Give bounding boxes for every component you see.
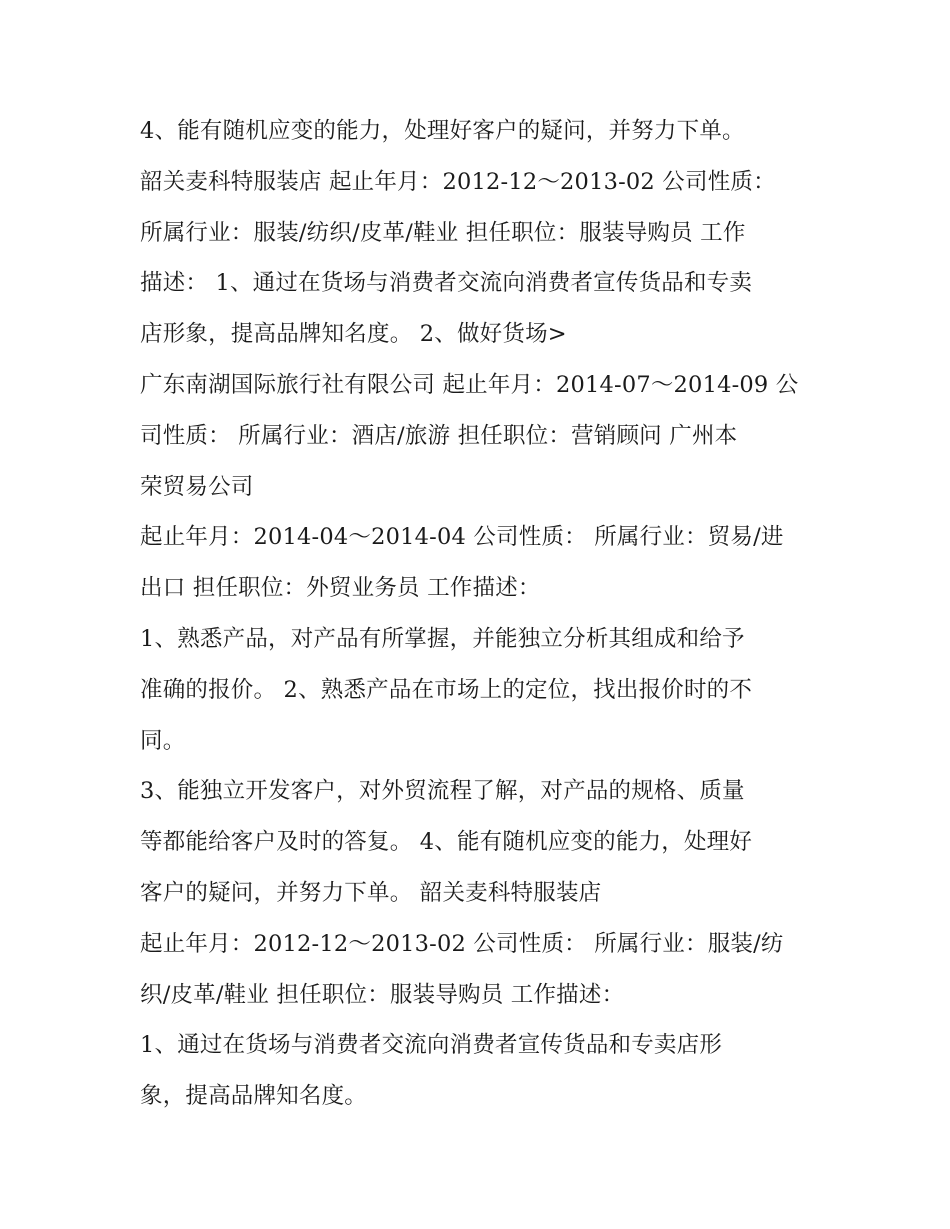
text-line: 客户的疑问，并努力下单。 韶关麦科特服装店 <box>140 879 602 906</box>
text-line: 准确的报价。 2、熟悉产品在市场上的定位，找出报价时的不 <box>140 676 753 703</box>
text-line: 等都能给客户及时的答复。 4、能有随机应变的能力，处理好 <box>140 829 753 856</box>
text-line: 3、能独立开发客户，对外贸流程了解，对产品的规格、质量 <box>140 778 745 805</box>
text-line: 出口 担任职位：外贸业务员 工作描述： <box>140 575 541 602</box>
text-line: 店形象，提高品牌知名度。 2、做好货场> <box>140 321 567 348</box>
text-line: 同。 <box>140 727 186 754</box>
text-line: 描述： 1、通过在货场与消费者交流向消费者宣传货品和专卖 <box>140 270 753 297</box>
text-line: 荣贸易公司 <box>140 473 254 500</box>
text-line: 象，提高品牌知名度。 <box>140 1083 368 1110</box>
text-line: 韶关麦科特服装店 起止年月：2012-12～2013-02 公司性质： <box>140 168 776 195</box>
text-line: 广东南湖国际旅行社有限公司 起止年月：2014-07～2014-09 公 <box>140 371 799 398</box>
text-line: 4、能有随机应变的能力，处理好客户的疑问，并努力下单。 <box>140 118 745 144</box>
text-line: 起止年月：2014-04～2014-04 公司性质： 所属行业：贸易/进 <box>140 524 784 551</box>
text-line: 起止年月：2012-12～2013-02 公司性质： 所属行业：服装/纺 <box>140 930 784 957</box>
text-line: 司性质： 所属行业：酒店/旅游 担任职位：营销顾问 广州本 <box>140 422 738 449</box>
document-body <box>140 106 820 1122</box>
text-line: 织/皮革/鞋业 担任职位：服装导购员 工作描述： <box>140 981 625 1008</box>
text-line: 1、通过在货场与消费者交流向消费者宣传货品和专卖店形 <box>140 1032 723 1059</box>
text-line: 所属行业：服装/纺织/皮革/鞋业 担任职位：服装导购员 工作 <box>140 219 746 246</box>
text-line: 1、熟悉产品，对产品有所掌握，并能独立分析其组成和给予 <box>140 625 745 652</box>
